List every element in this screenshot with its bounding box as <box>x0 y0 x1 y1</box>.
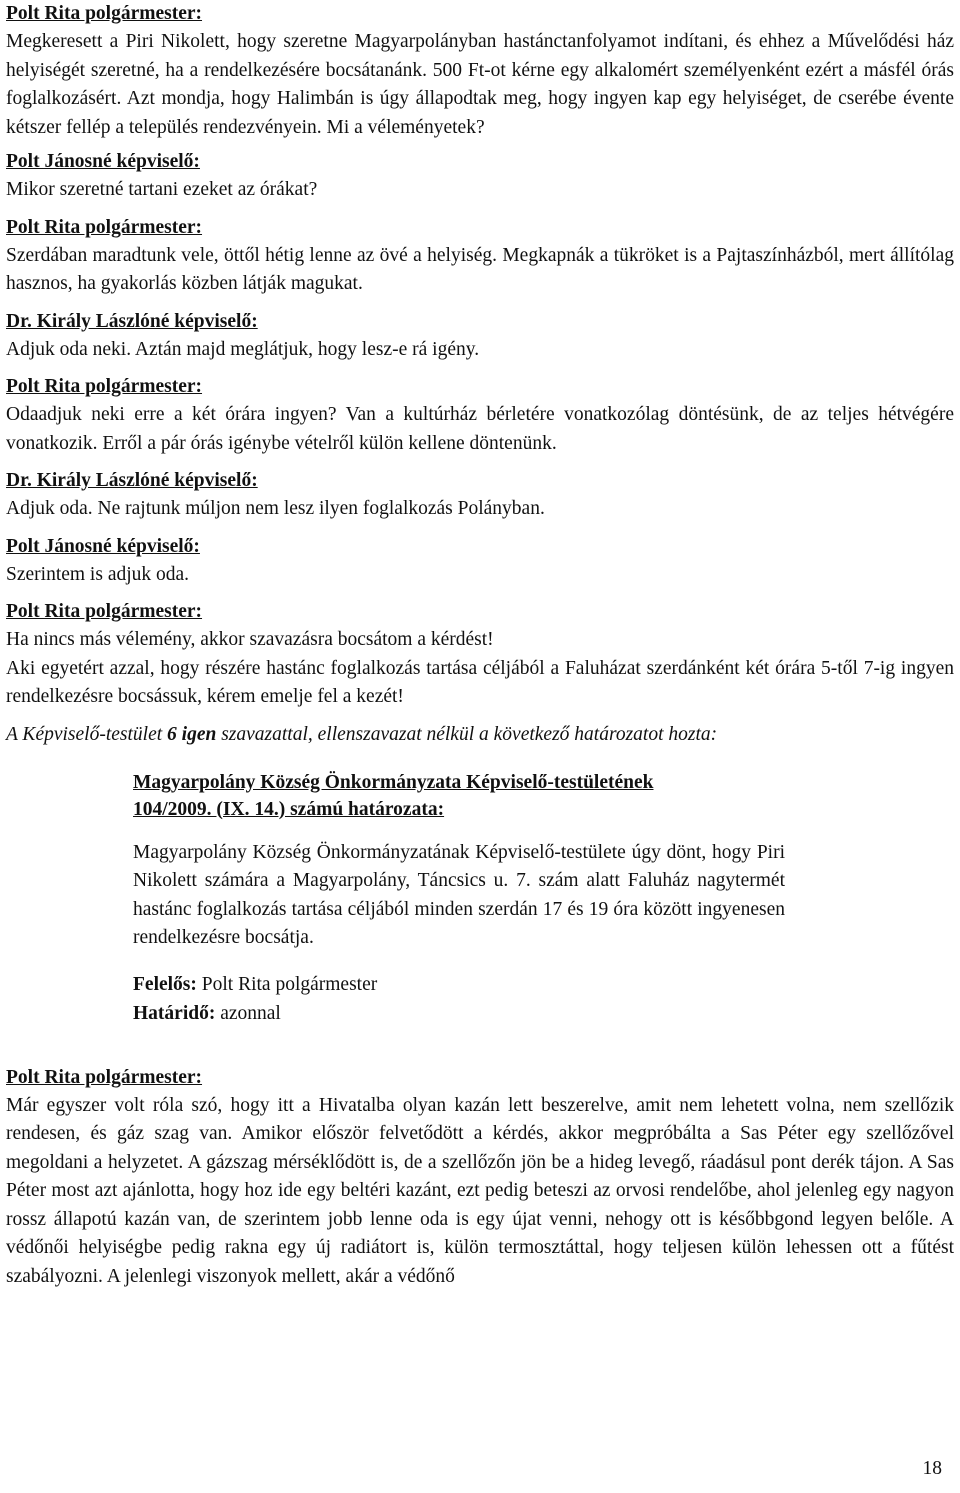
deadline-value: azonnal <box>215 1002 281 1024</box>
speech-text: Odaadjuk neki erre a két órára ingyen? Van a kultúrház bérletére vonatkozólag döntésünk, de az teljes hétvégére vonatkozik. Erről a pár órás igénybe vételről külön kellene döntenünk. <box>6 404 954 454</box>
resolution-deadline <box>133 999 785 1028</box>
vote-prefix: A Képviselő-testület <box>6 723 168 745</box>
speech-text: Ha nincs más vélemény, akkor szavazásra bocsátom a kérdést! <box>6 629 494 650</box>
speech-text: Adjuk oda. Ne rajtunk múljon nem lesz ilyen foglalkozás Polányban. <box>6 498 545 519</box>
responsible-label: Felelős: <box>133 973 197 995</box>
resolution-title: Magyarpolány Község Önkormányzata Képviselő-testületének <box>133 771 654 793</box>
vote-call-text: Aki egyetért azzal, hogy részére hastánc foglalkozás tartása céljából a Faluházat szerdánként két órára 5-től 7-ig ingyen rendelkezésre bocsássuk, kérem emelje fel a kezét! <box>6 657 954 707</box>
speech-text: Szerintem is adjuk oda. <box>6 563 190 585</box>
speech-text: Szerdában maradtunk vele, öttől hétig lenne az övé a helyiség. Megkapnák a tükröket is a Pajtaszínházból, mert állítólag hasznos, ha gyakorlás közben látják magukat. <box>6 244 954 294</box>
resolution-body: Magyarpolány Község Önkormányzatának Képviselő-testülete úgy dönt, hogy Piri Nikolett számára a Magyarpolány, Táncsics u. 7. szám alatt Faluház nagytermét hastánc foglalkozás tartása céljából minden szerdán 17 és 19 óra között ingyenesen rendelkezésre bocsátja. <box>133 841 785 948</box>
speaker-name: Dr. Király Lászlóné képviselő: <box>6 310 258 332</box>
speech-text: Már egyszer volt róla szó, hogy itt a Hivatalba olyan kazán lett beszerelve, amit nem lehetett volna, nem szellőzik rendesen, és gáz szag van. Amikor először felvetődött a kérdés, akkor megpróbálta a Sas Péter egy szellőzővel megoldani a helyzetet. A gázszag mérséklődött is, de a szellőzőn jön be a hideg levegő, ráadásul pont derék tájon. A Sas Péter most azt ajánlotta, hogy hoz ide egy beltéri kazánt, ezt pedig beteszi az orvosi rendelőbe, ahol jelenleg egy nagyon rossz állapotú kazán van, de szerintem jobb lenne oda is egy újat venni, nehogy ott is későbbgond legyen belőle. A védőnői helyiségbe pedig rakna egy új radiátort is, külön termosztáttal, hogy teljesen külön lehessen ott a fűtést szabályozni. A jelenlegi viszonyok mellett, akár a védőnő <box>6 1094 954 1288</box>
responsible-value: Polt Rita polgármester <box>196 973 378 995</box>
resolution-number: 104/2009. (IX. 14.) számú határozata: <box>133 798 445 820</box>
speech-text: Adjuk oda neki. Aztán majd meglátjuk, hogy lesz-e rá igény. <box>6 338 480 360</box>
page-number: 18 <box>922 1458 942 1479</box>
vote-count: 6 igen <box>167 723 217 745</box>
vote-result <box>6 721 954 749</box>
speech-text: Mikor szeretné tartani ezeket az órákat? <box>6 179 318 200</box>
speaker-name: Polt Jánosné képviselő: <box>6 535 200 557</box>
speech-text: Megkeresett a Piri Nikolett, hogy szeretne Magyarpolányban hastánctanfolyamot indítani, és ehhez a Művelődési ház helyiségét szeretné, ha a rendelkezésére bocsátanánk. 500 Ft-ot kérne egy alkalomért személyenként ezért a másfél órás foglalkozásért. Azt mondja, hogy Halimbán is úgy állapodtak meg, hogy ingyen kap egy helyiséget, de cserébe évente kétszer fellép a település rendezvényein. Mi a véleményetek? <box>6 31 954 138</box>
speaker-name: Polt Rita polgármester: <box>6 376 203 397</box>
speaker-name: Dr. Király Lászlóné képviselő: <box>6 470 258 491</box>
speaker-name: Polt Rita polgármester: <box>6 216 203 238</box>
speaker-name: Polt Rita polgármester: <box>6 3 203 24</box>
speaker-name: Polt Rita polgármester: <box>6 601 203 622</box>
document-page <box>6 0 954 1292</box>
deadline-label: Határidő: <box>133 1002 216 1024</box>
speaker-name: Polt Rita polgármester: <box>6 1066 203 1088</box>
resolution-block <box>133 769 785 1028</box>
resolution-responsible <box>133 970 785 999</box>
speaker-name: Polt Jánosné képviselő: <box>6 151 200 172</box>
vote-suffix: szavazattal, ellenszavazat nélkül a következő határozatot hozta: <box>216 723 718 745</box>
